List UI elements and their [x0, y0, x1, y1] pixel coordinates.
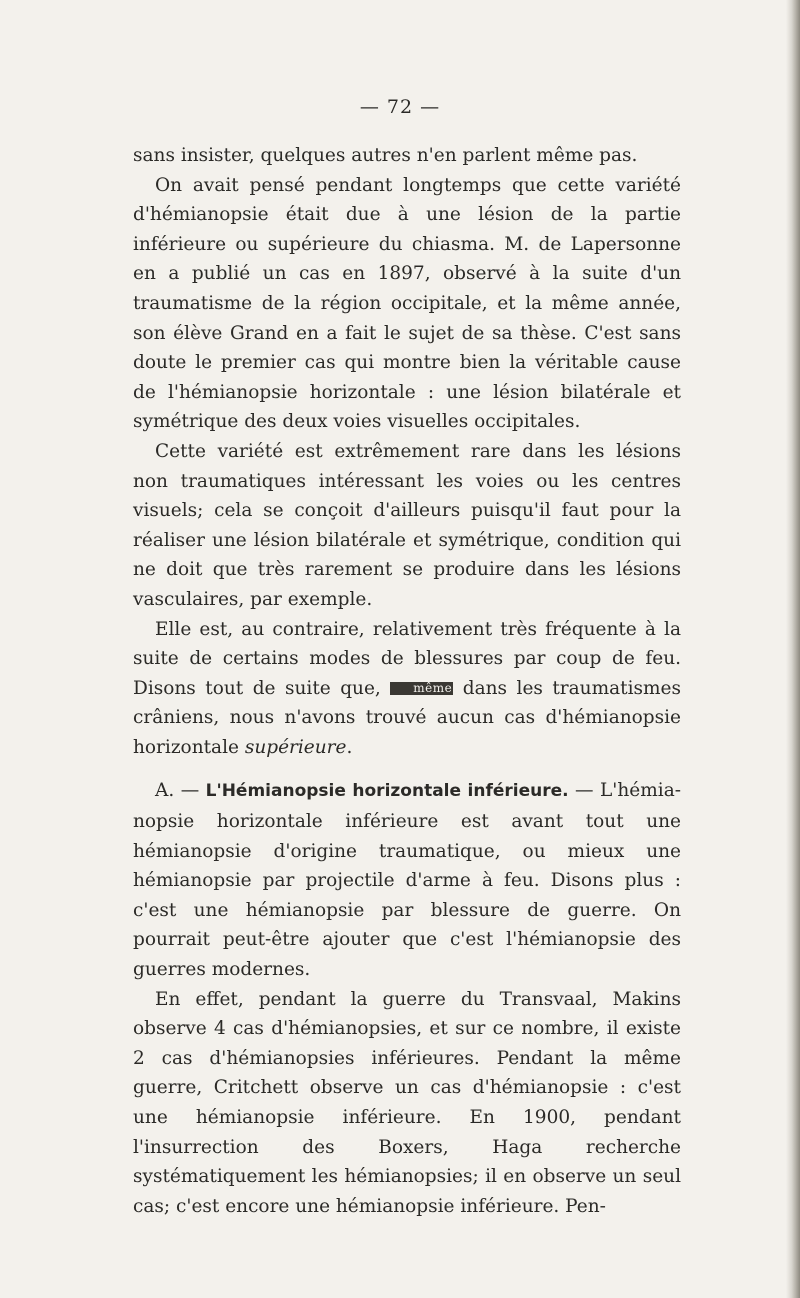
paragraph-2: On avait pensé pendant longtemps que cette variété d'hémianopsie était due à une lésion de la partie inférieure ou supérieure du chiasma. M. de Lapersonne en a publié un cas en 1897, observé à la suite d'un traumatisme de la région occipitale, et la même année, son élève Grand en a fait le sujet de sa thèse. C'est sans doute le premier cas qui montre bien la véritable cause de l'hémianopsie horizontale : une lésion bilatérale et symétrique des deux voies visuelles occipitales.: [133, 174, 681, 433]
section-heading: L'Hémianopsie horizontale inférieure.: [205, 781, 569, 802]
paragraph-4-middle: dans les traumatismes crâniens, nous n'avons trouvé aucun cas d'hémianopsie horizontale: [133, 677, 682, 758]
paragraph-4-start: Elle est, au contraire, relativement très fréquente à la suite de certains modes de blessures par coup de feu. Disons tout de suite que,: [133, 618, 681, 699]
paragraph-4: [133, 615, 681, 763]
paragraph-1: sans insister, quelques autres n'en parlent même pas.: [133, 145, 638, 166]
page-number: — 72 —: [359, 96, 441, 118]
struck-word: même: [390, 682, 453, 695]
section-a-text: — L'hémianopsie horizontale inférieure est avant tout une hémianopsie d'origine traumatique, ou mieux une hémianopsie par projectile d'arme à feu. Disons plus : c'est une hémianopsie par blessure de guerre. On pourrait peut-être ajouter que c'est l'hémianopsie des guerres modernes.: [133, 780, 681, 981]
page-edge-shadow: [786, 0, 800, 1298]
paragraph-6: En effet, pendant la guerre du Transvaal, Makins observe 4 cas d'hémianopsies, et sur ce nombre, il existe 2 cas d'hémianopsies inférieures. Pendant la même guerre, Critchett observe un cas d'hémianopsie : c'est une hémianopsie inférieure. En 1900, pendant l'insurrection des Boxers, Haga recherche systématiquement les hémianopsies; il en observe un seul cas; c'est encore une hémianopsie inférieure. Pen-: [133, 988, 681, 1217]
italic-word: supérieure: [244, 736, 347, 758]
body-text: [133, 141, 681, 1221]
section-a-paragraph: [133, 776, 681, 984]
paragraph-3: Cette variété est extrêmement rare dans les lésions non traumatiques intéressant les voies ou les centres visuels; cela se conçoit d'ailleurs puisqu'il faut pour la réaliser une lésion bilatérale et symétrique, condition qui ne doit que très rarement se produire dans les lésions vasculaires, par exemple.: [133, 440, 681, 610]
paragraph-4-end: .: [346, 736, 353, 758]
section-prefix: A. —: [155, 780, 206, 802]
